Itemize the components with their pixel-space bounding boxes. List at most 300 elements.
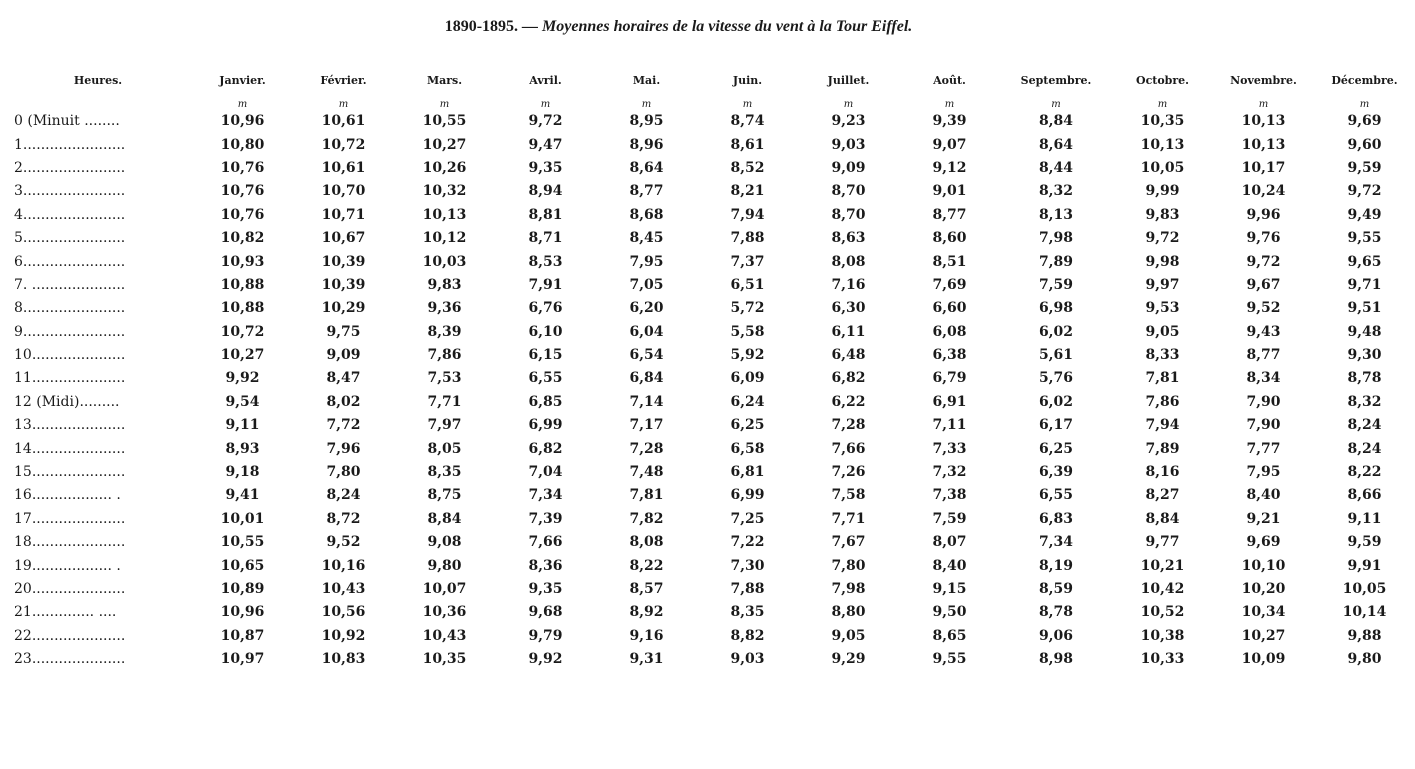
wind-speed-cell: 6,84 <box>629 370 664 387</box>
wind-speed-cell: 10,07 <box>422 581 467 597</box>
wind-speed-cell: 6,25 <box>1038 440 1074 457</box>
wind-speed-cell: 6,99 <box>528 417 563 434</box>
wind-speed-cell: 10,10 <box>1241 557 1286 574</box>
wind-speed-cell: 7,38 <box>932 487 967 504</box>
wind-speed-cell: 10,39 <box>321 253 366 270</box>
wind-speed-cell: 7,94 <box>730 206 765 223</box>
wind-speed-cell: 8,52 <box>730 159 765 176</box>
wind-speed-cell: 8,27 <box>1145 487 1180 504</box>
wind-speed-cell: 9,23 <box>831 113 866 130</box>
wind-speed-cell: 6,98 <box>1038 300 1074 317</box>
wind-speed-cell: 6,38 <box>932 347 967 364</box>
wind-speed-cell: 7,82 <box>629 510 664 527</box>
unit-label: m <box>540 99 551 110</box>
wind-speed-cell: 10,39 <box>321 276 366 293</box>
wind-speed-cell: 8,44 <box>1038 159 1074 176</box>
wind-speed-cell: 9,35 <box>528 581 563 597</box>
wind-speed-cell: 10,20 <box>1241 581 1286 597</box>
wind-speed-cell: 7,94 <box>1145 417 1180 434</box>
wind-speed-cell: 6,39 <box>1038 464 1074 481</box>
wind-speed-cell: 9,05 <box>1145 323 1180 340</box>
table-row <box>14 250 1415 273</box>
wind-speed-cell: 10,67 <box>321 230 366 247</box>
wind-speed-cell: 10,82 <box>220 230 265 247</box>
hour-label: 19.................. . <box>14 557 121 574</box>
wind-speed-cell: 5,92 <box>730 347 765 364</box>
hour-label: 17..................... <box>14 510 126 527</box>
wind-speed-cell: 6,51 <box>730 276 765 293</box>
wind-speed-cell: 7,88 <box>730 581 765 597</box>
wind-speed-cell: 7,34 <box>1038 534 1074 551</box>
wind-speed-cell: 9,71 <box>1347 276 1382 293</box>
wind-speed-cell: 8,95 <box>629 113 664 130</box>
wind-speed-cell: 5,72 <box>730 300 765 317</box>
table-row <box>14 204 1415 227</box>
wind-speed-cell: 8,98 <box>1038 651 1074 668</box>
wind-speed-cell: 9,43 <box>1246 323 1281 340</box>
unit-label: m <box>439 99 450 110</box>
table-row <box>14 648 1415 671</box>
wind-speed-cell: 10,24 <box>1241 183 1286 200</box>
wind-speed-cell: 8,47 <box>326 370 361 387</box>
wind-speed-cell: 9,05 <box>831 627 866 644</box>
hour-label: 9....................... <box>14 323 126 340</box>
wind-speed-cell: 9,76 <box>1246 230 1281 247</box>
wind-speed-cell: 6,55 <box>528 370 563 387</box>
unit-spacer <box>14 100 192 110</box>
wind-speed-cell: 6,17 <box>1038 417 1074 434</box>
wind-speed-cell: 10,13 <box>1140 136 1185 153</box>
wind-speed-cell: 8,64 <box>1038 136 1074 153</box>
hour-label: 10..................... <box>14 347 126 364</box>
wind-speed-cell: 9,83 <box>427 276 462 293</box>
wind-speed-cell: 6,82 <box>528 440 563 457</box>
wind-speed-cell: 10,27 <box>1241 627 1286 644</box>
wind-speed-cell: 9,21 <box>1246 510 1281 527</box>
table-row <box>14 321 1415 344</box>
wind-speed-cell: 6,09 <box>730 370 765 387</box>
wind-speed-cell: 9,69 <box>1347 113 1382 130</box>
wind-speed-cell: 9,79 <box>528 627 563 644</box>
wind-speed-cell: 8,53 <box>528 253 563 270</box>
wind-speed-cell: 9,54 <box>225 393 260 410</box>
wind-speed-cell: 7,58 <box>831 487 866 504</box>
wind-speed-cell: 8,60 <box>932 230 967 247</box>
title-years: 1890-1895. <box>444 18 519 35</box>
wind-speed-cell: 9,92 <box>528 651 563 668</box>
wind-speed-cell: 10,42 <box>1140 581 1185 597</box>
column-header: Juin. <box>732 74 763 87</box>
wind-speed-cell: 7,71 <box>831 510 866 527</box>
wind-speed-cell: 7,81 <box>629 487 664 504</box>
hour-label: 14..................... <box>14 440 126 457</box>
wind-speed-cell: 6,76 <box>528 300 563 317</box>
unit-label: m <box>237 99 248 110</box>
hour-label: 18..................... <box>14 534 126 551</box>
wind-speed-cell: 8,70 <box>831 206 866 223</box>
column-header: Décembre. <box>1331 74 1398 87</box>
wind-speed-cell: 7,90 <box>1246 393 1281 410</box>
wind-speed-cell: 8,24 <box>326 487 361 504</box>
wind-speed-cell: 6,20 <box>629 300 664 317</box>
wind-speed-cell: 9,67 <box>1246 276 1281 293</box>
unit-row <box>14 100 1415 110</box>
wind-speed-cell: 10,33 <box>1140 651 1185 668</box>
wind-speed-cell: 10,35 <box>422 651 467 668</box>
table-row <box>14 508 1415 531</box>
wind-speed-cell: 9,48 <box>1347 323 1382 340</box>
unit-label: m <box>1359 99 1370 110</box>
wind-speed-cell: 8,35 <box>730 604 765 621</box>
wind-speed-cell: 7,22 <box>730 534 765 551</box>
hour-label: 3....................... <box>14 183 126 200</box>
wind-speed-cell: 8,84 <box>1145 510 1180 527</box>
wind-speed-cell: 9,30 <box>1347 347 1382 364</box>
wind-speed-cell: 7,48 <box>629 464 664 481</box>
wind-speed-cell: 6,81 <box>730 464 765 481</box>
wind-speed-cell: 10,12 <box>422 230 467 247</box>
table-row <box>14 554 1415 577</box>
table-row <box>14 578 1415 601</box>
wind-speed-cell: 7,04 <box>528 464 563 481</box>
wind-speed-cell: 7,80 <box>326 464 361 481</box>
wind-speed-cell: 7,28 <box>629 440 664 457</box>
wind-speed-cell: 9,03 <box>831 136 866 153</box>
wind-speed-cell: 7,67 <box>831 534 866 551</box>
wind-speed-cell: 8,80 <box>831 604 866 621</box>
hour-label: 1....................... <box>14 136 126 153</box>
wind-speed-cell: 6,25 <box>730 417 765 434</box>
title-text: — Moyennes horaires de la vitesse du vent à la Tour Eiffel. <box>522 18 913 35</box>
wind-speed-cell: 9,51 <box>1347 300 1382 317</box>
table-row <box>14 110 1415 133</box>
wind-speed-cell: 10,83 <box>321 651 366 668</box>
wind-speed-cell: 10,17 <box>1241 159 1286 176</box>
hour-label: 8....................... <box>14 300 126 317</box>
wind-speed-cell: 7,95 <box>1246 464 1281 481</box>
wind-speed-cell: 6,82 <box>831 370 866 387</box>
wind-speed-cell: 7,53 <box>427 370 462 387</box>
column-header: Heures. <box>73 74 123 87</box>
table-row <box>14 297 1415 320</box>
wind-speed-cell: 10,55 <box>422 113 467 130</box>
wind-speed-cell: 8,74 <box>730 113 765 130</box>
unit-label: m <box>338 99 349 110</box>
wind-speed-cell: 7,66 <box>528 534 563 551</box>
wind-speed-cell: 6,11 <box>831 323 866 340</box>
wind-speed-cell: 10,65 <box>220 557 265 574</box>
wind-speed-cell: 10,70 <box>321 183 366 200</box>
wind-speed-cell: 10,05 <box>1342 581 1387 597</box>
wind-speed-cell: 6,99 <box>730 487 765 504</box>
wind-speed-cell: 10,61 <box>321 159 366 176</box>
table-row <box>14 133 1415 156</box>
wind-speed-cell: 8,08 <box>831 253 866 270</box>
wind-speed-cell: 9,83 <box>1145 206 1180 223</box>
wind-speed-cell: 6,08 <box>932 323 967 340</box>
wind-speed-cell: 9,39 <box>932 113 967 130</box>
wind-speed-cell: 8,75 <box>427 487 462 504</box>
wind-speed-cell: 8,22 <box>1347 464 1382 481</box>
wind-speed-cell: 7,30 <box>730 557 765 574</box>
wind-speed-cell: 8,94 <box>528 183 563 200</box>
wind-speed-cell: 9,47 <box>528 136 563 153</box>
hour-label: 11..................... <box>14 370 126 387</box>
hour-label: 20..................... <box>14 581 126 597</box>
wind-speed-cell: 9,09 <box>831 159 866 176</box>
table-row <box>14 484 1415 507</box>
table-row <box>14 391 1415 414</box>
wind-speed-cell: 7,34 <box>528 487 563 504</box>
wind-speed-cell: 6,55 <box>1038 487 1074 504</box>
hour-label: 4....................... <box>14 206 126 223</box>
wind-speed-cell: 10,92 <box>321 627 366 644</box>
wind-speed-cell: 8,24 <box>1347 440 1382 457</box>
table-row <box>14 157 1415 180</box>
wind-speed-cell: 7,91 <box>528 276 563 293</box>
wind-speed-cell: 8,77 <box>629 183 664 200</box>
wind-speed-cell: 10,35 <box>1140 113 1185 130</box>
wind-speed-cell: 10,29 <box>321 300 366 317</box>
wind-speed-cell: 7,95 <box>629 253 664 270</box>
wind-speed-cell: 5,61 <box>1038 347 1074 364</box>
wind-speed-cell: 7,81 <box>1145 370 1180 387</box>
wind-speed-cell: 9,16 <box>629 627 664 644</box>
wind-speed-cell: 6,30 <box>831 300 866 317</box>
wind-speed-cell: 9,65 <box>1347 253 1382 270</box>
column-header: Juillet. <box>827 74 870 87</box>
wind-speed-cell: 9,08 <box>427 534 462 551</box>
wind-speed-cell: 10,13 <box>1241 136 1286 153</box>
wind-speed-cell: 9,98 <box>1145 253 1180 270</box>
wind-speed-cell: 9,96 <box>1246 206 1281 223</box>
wind-speed-cell: 10,32 <box>422 183 467 200</box>
wind-speed-cell: 9,69 <box>1246 534 1281 551</box>
wind-speed-cell: 9,91 <box>1347 557 1382 574</box>
wind-speed-cell: 7,90 <box>1246 417 1281 434</box>
wind-speed-cell: 8,57 <box>629 581 664 597</box>
wind-speed-cell: 9,53 <box>1145 300 1180 317</box>
wind-speed-cell: 9,97 <box>1145 276 1180 293</box>
wind-speed-cell: 8,40 <box>1246 487 1281 504</box>
wind-speed-cell: 9,72 <box>1347 183 1382 200</box>
wind-speed-cell: 9,72 <box>528 113 563 130</box>
wind-speed-cell: 10,09 <box>1241 651 1286 668</box>
wind-speed-cell: 10,76 <box>220 183 265 200</box>
wind-speed-cell: 10,72 <box>321 136 366 153</box>
wind-speed-cell: 6,91 <box>932 393 967 410</box>
wind-speed-cell: 8,19 <box>1038 557 1074 574</box>
wind-speed-cell: 8,59 <box>1038 581 1074 597</box>
table-row <box>14 274 1415 297</box>
table-row <box>14 437 1415 460</box>
wind-speed-cell: 7,17 <box>629 417 664 434</box>
wind-speed-cell: 7,80 <box>831 557 866 574</box>
wind-speed-cell: 6,02 <box>1038 393 1074 410</box>
wind-speed-cell: 5,58 <box>730 323 765 340</box>
wind-speed-cell: 5,76 <box>1038 370 1074 387</box>
wind-speed-cell: 9,88 <box>1347 627 1382 644</box>
wind-speed-cell: 8,39 <box>427 323 462 340</box>
wind-speed-cell: 8,64 <box>629 159 664 176</box>
wind-speed-cell: 6,10 <box>528 323 563 340</box>
wind-speed-cell: 7,59 <box>1038 276 1074 293</box>
wind-speed-cell: 6,79 <box>932 370 967 387</box>
wind-speed-cell: 10,89 <box>220 581 265 597</box>
wind-speed-cell: 9,03 <box>730 651 765 668</box>
hour-label: 12 (Midi)......... <box>14 393 120 410</box>
wind-speed-cell: 10,13 <box>1241 113 1286 130</box>
column-header: Janvier. <box>219 74 266 87</box>
wind-speed-cell: 8,77 <box>1246 347 1281 364</box>
wind-speed-cell: 8,24 <box>1347 417 1382 434</box>
wind-speed-cell: 8,71 <box>528 230 563 247</box>
unit-label: m <box>641 99 652 110</box>
wind-speed-cell: 8,68 <box>629 206 664 223</box>
hour-label: 22..................... <box>14 627 126 644</box>
wind-speed-cell: 9,60 <box>1347 136 1382 153</box>
wind-speed-cell: 6,58 <box>730 440 765 457</box>
wind-speed-cell: 8,84 <box>427 510 462 527</box>
wind-speed-cell: 7,98 <box>1038 230 1074 247</box>
wind-speed-cell: 7,32 <box>932 464 967 481</box>
wind-speed-cell: 9,06 <box>1038 627 1074 644</box>
column-header: Août. <box>933 74 966 87</box>
column-header: Mai. <box>632 74 661 87</box>
hour-label: 15..................... <box>14 464 126 481</box>
wind-speed-cell: 7,16 <box>831 276 866 293</box>
wind-speed-cell: 10,87 <box>220 627 265 644</box>
wind-speed-cell: 7,69 <box>932 276 967 293</box>
wind-speed-table <box>14 74 1415 671</box>
wind-speed-cell: 10,52 <box>1140 604 1185 621</box>
table-row <box>14 414 1415 437</box>
wind-speed-cell: 10,80 <box>220 136 265 153</box>
wind-speed-cell: 6,04 <box>629 323 664 340</box>
wind-speed-cell: 8,22 <box>629 557 664 574</box>
wind-speed-cell: 6,02 <box>1038 323 1074 340</box>
wind-speed-cell: 9,59 <box>1347 159 1382 176</box>
wind-speed-cell: 7,88 <box>730 230 765 247</box>
wind-speed-cell: 6,22 <box>831 393 866 410</box>
wind-speed-cell: 7,89 <box>1038 253 1074 270</box>
wind-speed-cell: 10,76 <box>220 159 265 176</box>
wind-speed-cell: 8,66 <box>1347 487 1382 504</box>
wind-speed-cell: 7,98 <box>831 581 866 597</box>
wind-speed-cell: 10,38 <box>1140 627 1185 644</box>
hour-label: 2....................... <box>14 159 126 176</box>
wind-speed-cell: 7,26 <box>831 464 866 481</box>
wind-speed-cell: 9,18 <box>225 464 260 481</box>
wind-speed-cell: 10,05 <box>1140 159 1185 176</box>
table-body <box>14 110 1415 671</box>
wind-speed-cell: 7,72 <box>326 417 361 434</box>
wind-speed-cell: 10,13 <box>422 206 467 223</box>
wind-speed-cell: 7,33 <box>932 440 967 457</box>
wind-speed-cell: 8,77 <box>932 206 967 223</box>
table-row <box>14 531 1415 554</box>
column-header: Septembre. <box>1020 74 1092 87</box>
unit-label: m <box>1258 99 1269 110</box>
wind-speed-cell: 10,36 <box>422 604 467 621</box>
wind-speed-cell: 6,85 <box>528 393 563 410</box>
wind-speed-cell: 8,35 <box>427 464 462 481</box>
hour-label: 21.............. .... <box>14 604 117 621</box>
wind-speed-cell: 10,88 <box>220 276 265 293</box>
unit-label: m <box>843 99 854 110</box>
wind-speed-cell: 8,07 <box>932 534 967 551</box>
wind-speed-cell: 10,27 <box>422 136 467 153</box>
wind-speed-cell: 7,96 <box>326 440 361 457</box>
table-row <box>14 344 1415 367</box>
page-title <box>0 18 1357 36</box>
wind-speed-cell: 9,80 <box>1347 651 1382 668</box>
wind-speed-cell: 8,40 <box>932 557 967 574</box>
wind-speed-cell: 7,86 <box>427 347 462 364</box>
wind-speed-cell: 9,49 <box>1347 206 1382 223</box>
wind-speed-cell: 7,14 <box>629 393 664 410</box>
wind-speed-cell: 9,11 <box>1347 510 1382 527</box>
wind-speed-cell: 8,32 <box>1347 393 1382 410</box>
wind-speed-cell: 6,60 <box>932 300 967 317</box>
unit-label: m <box>1157 99 1168 110</box>
wind-speed-cell: 7,89 <box>1145 440 1180 457</box>
wind-speed-cell: 8,84 <box>1038 113 1074 130</box>
column-header: Octobre. <box>1135 74 1189 87</box>
wind-speed-cell: 7,25 <box>730 510 765 527</box>
table-row <box>14 625 1415 648</box>
wind-speed-cell: 7,39 <box>528 510 563 527</box>
wind-speed-cell: 9,52 <box>326 534 361 551</box>
wind-speed-cell: 8,93 <box>225 440 260 457</box>
wind-speed-cell: 10,88 <box>220 300 265 317</box>
wind-speed-cell: 8,02 <box>326 393 361 410</box>
wind-speed-cell: 10,03 <box>422 253 467 270</box>
wind-speed-cell: 9,29 <box>831 651 866 668</box>
header-row <box>14 74 1415 100</box>
wind-speed-cell: 9,12 <box>932 159 967 176</box>
wind-speed-cell: 8,81 <box>528 206 563 223</box>
wind-speed-cell: 8,08 <box>629 534 664 551</box>
column-header: Avril. <box>529 74 562 87</box>
table-row <box>14 461 1415 484</box>
wind-speed-cell: 8,05 <box>427 440 462 457</box>
unit-label: m <box>742 99 753 110</box>
wind-speed-cell: 7,59 <box>932 510 967 527</box>
hour-label: 0 (Minuit ........ <box>14 113 120 130</box>
wind-speed-cell: 6,15 <box>528 347 563 364</box>
wind-speed-cell: 7,97 <box>427 417 462 434</box>
wind-speed-cell: 8,21 <box>730 183 765 200</box>
wind-speed-cell: 9,92 <box>225 370 260 387</box>
hour-label: 16.................. . <box>14 487 121 504</box>
wind-speed-cell: 9,41 <box>225 487 260 504</box>
wind-speed-cell: 9,72 <box>1246 253 1281 270</box>
wind-speed-cell: 10,43 <box>321 581 366 597</box>
column-header: Mars. <box>426 74 463 87</box>
wind-speed-cell: 9,36 <box>427 300 462 317</box>
wind-speed-cell: 8,72 <box>326 510 361 527</box>
hour-label: 7. ..................... <box>14 276 126 293</box>
wind-speed-cell: 10,14 <box>1342 604 1387 621</box>
wind-speed-cell: 6,54 <box>629 347 664 364</box>
wind-speed-cell: 9,35 <box>528 159 563 176</box>
wind-speed-cell: 8,45 <box>629 230 664 247</box>
wind-speed-cell: 8,33 <box>1145 347 1180 364</box>
wind-speed-cell: 9,68 <box>528 604 563 621</box>
hour-label: 13..................... <box>14 417 126 434</box>
wind-speed-cell: 10,56 <box>321 604 366 621</box>
